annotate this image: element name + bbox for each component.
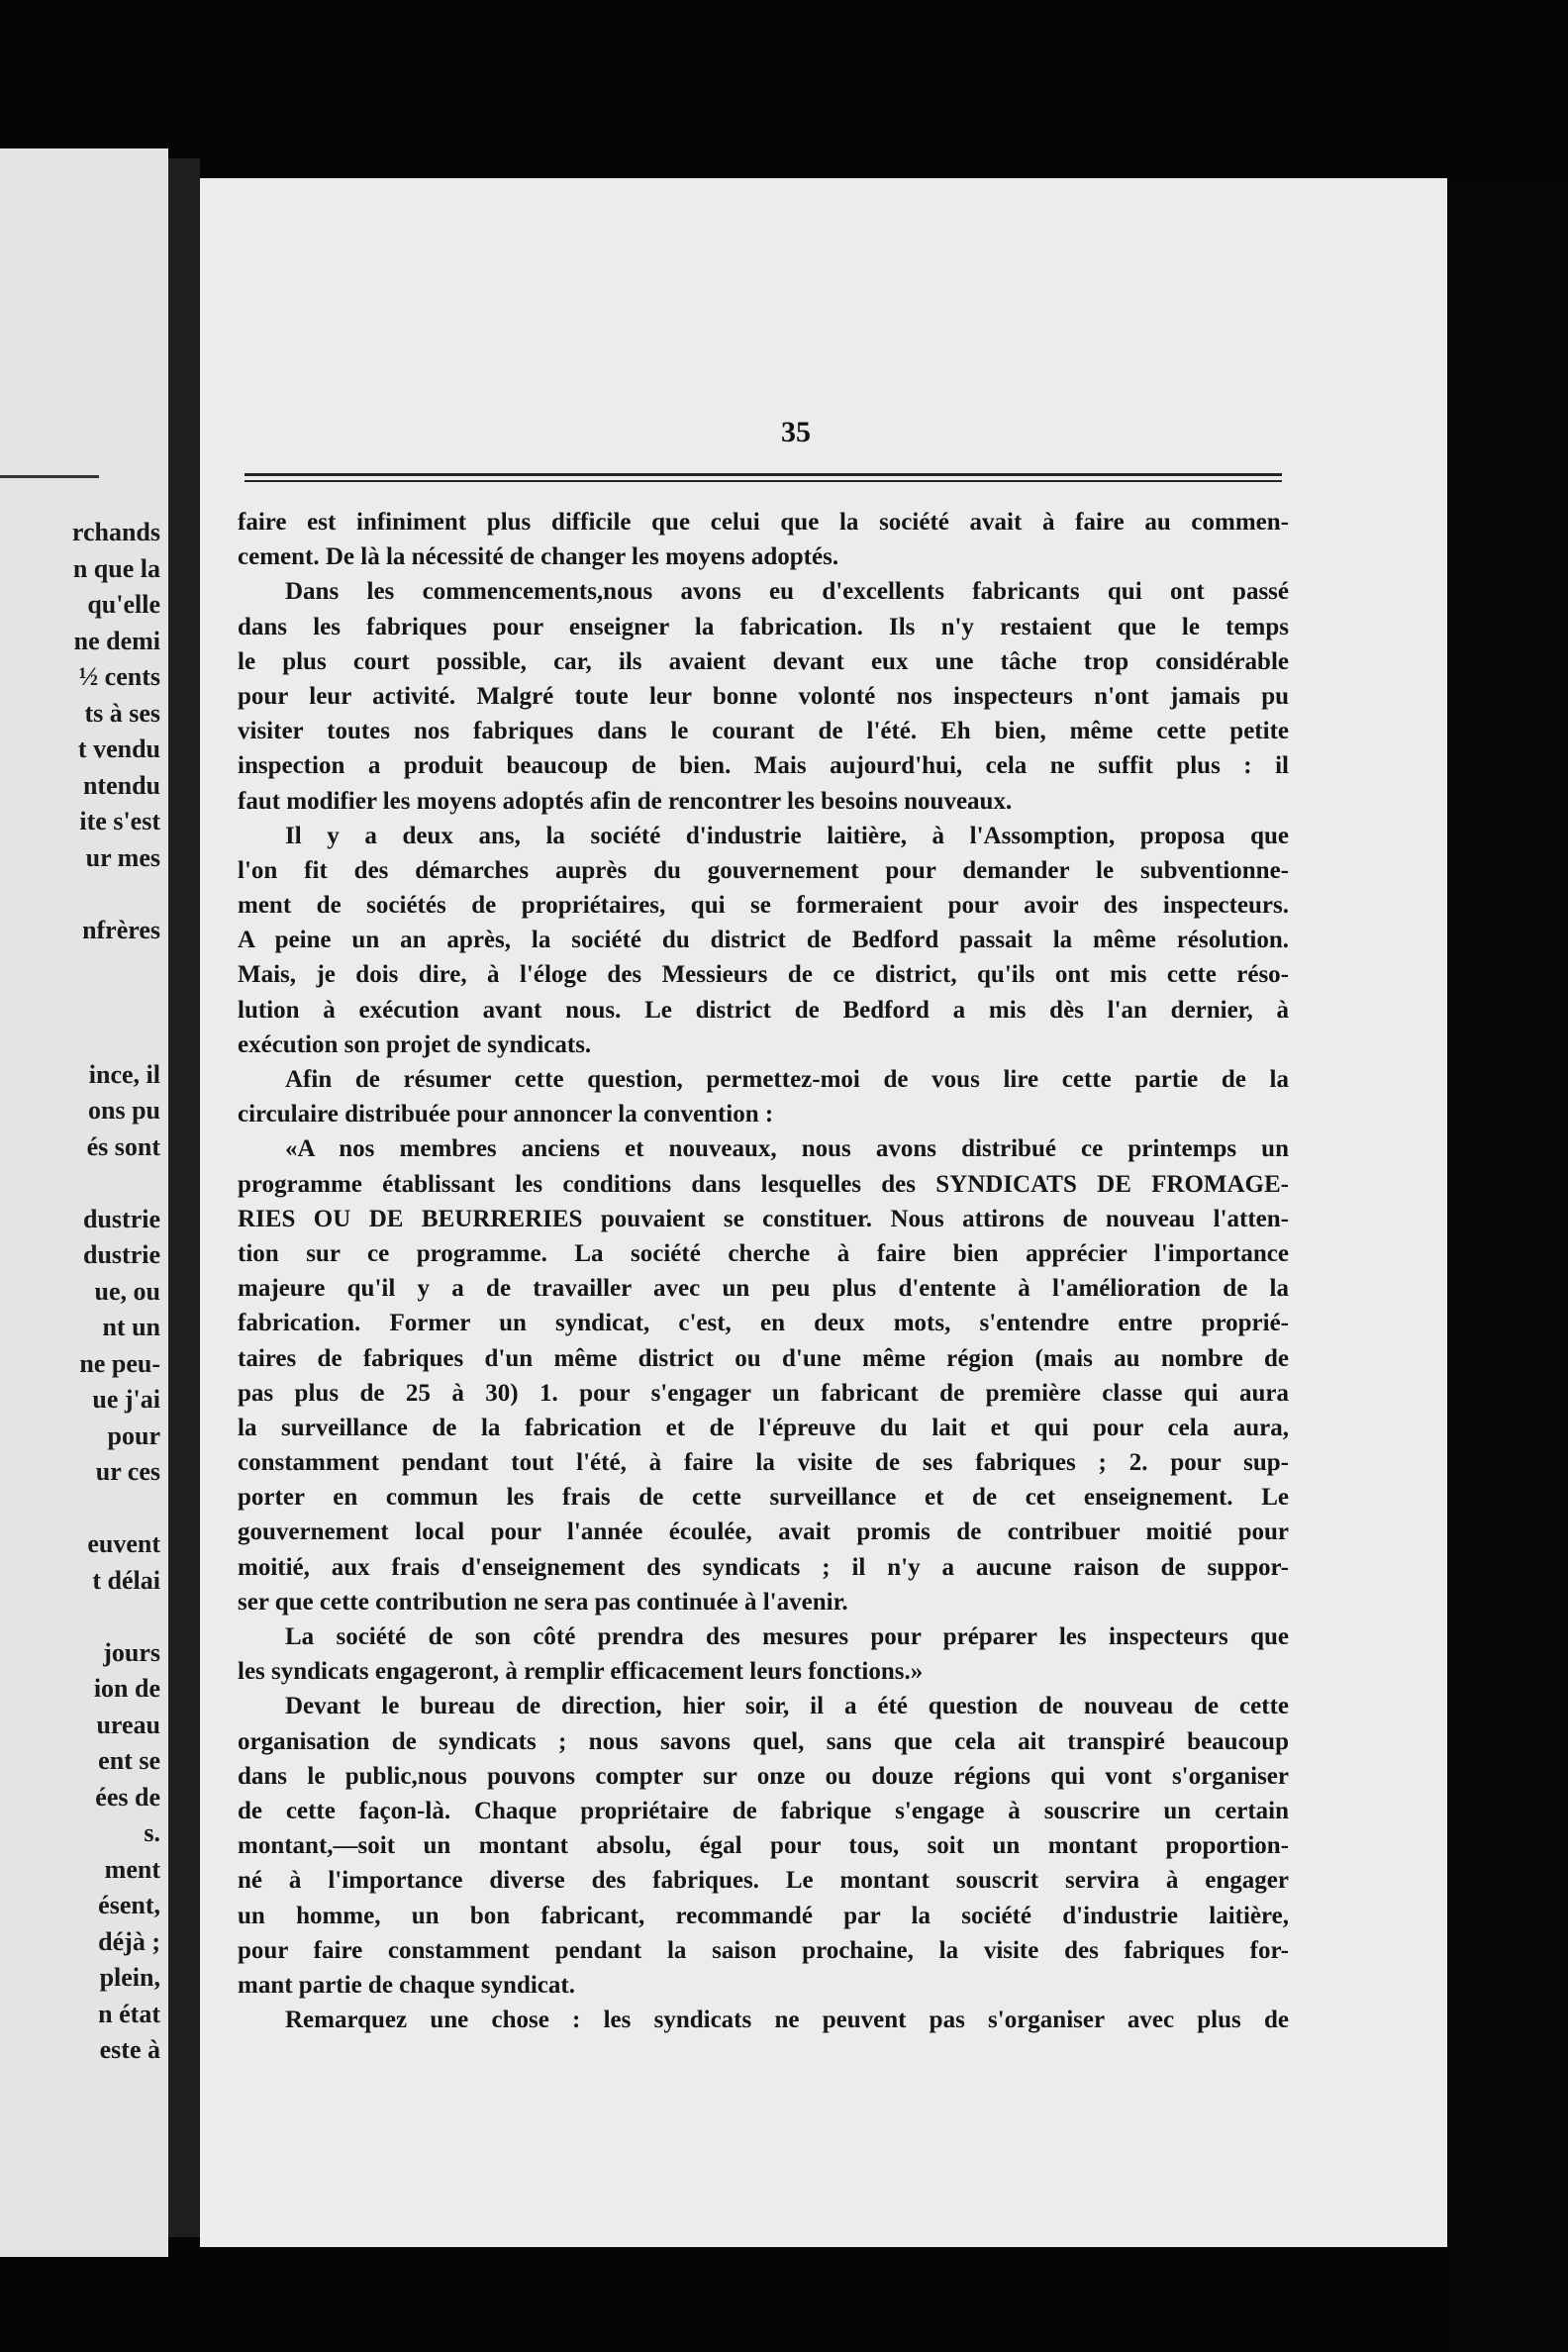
left-page-line bbox=[12, 1491, 160, 1527]
paragraph bbox=[238, 1619, 1289, 1689]
text-line: «A nos membres anciens et nouveaux, nous avons distribué ce printemps un bbox=[285, 1135, 1289, 1163]
left-page-line: ts à ses bbox=[84, 698, 160, 728]
text-line: un homme, un bon fabricant, recommandé par la société d'industrie laitière, bbox=[238, 1902, 1289, 1929]
main-page bbox=[200, 178, 1447, 2247]
paragraph bbox=[238, 505, 1289, 574]
left-page-line: ment bbox=[104, 1854, 160, 1884]
text-line: A peine un an après, la société du district de Bedford passait la même résolution. bbox=[238, 927, 1289, 954]
text-line: visiter toutes nos fabriques dans le courant de l'été. Eh bien, même cette petite bbox=[238, 718, 1289, 745]
text-line: Afin de résumer cette question, permettez-moi de vous lire cette partie de la bbox=[285, 1066, 1289, 1093]
text-line: Remarquez une chose : les syndicats ne peuvent pas s'organiser avec plus de bbox=[285, 2007, 1289, 2034]
text-line: dans le public,nous pouvons compter sur onze ou douze régions qui vont s'organiser bbox=[238, 1762, 1289, 1790]
left-page-line: t délai bbox=[92, 1565, 160, 1595]
left-page-line: plein, bbox=[99, 1963, 160, 1992]
text-line: pas plus de 25 à 30) 1. pour s'engager un fabricant de première classe qui aura bbox=[238, 1379, 1289, 1407]
text-line: ser que cette contribution ne sera pas continuée à l'avenir. bbox=[238, 1588, 848, 1616]
paragraph bbox=[238, 1689, 1289, 2003]
text-line: RIES OU DE BEURRERIES pouvaient se constituer. Nous attirons de nouveau l'atten- bbox=[238, 1205, 1289, 1232]
left-page-line: ne demi bbox=[73, 626, 160, 655]
text-line: Il y a deux ans, la société d'industrie laitière, à l'Assomption, proposa que bbox=[285, 822, 1289, 849]
text-line: fabrication. Former un syndicat, c'est, en deux mots, s'entendre entre proprié- bbox=[238, 1310, 1289, 1337]
text-line: mant partie de chaque syndicat. bbox=[238, 1971, 575, 1999]
left-page-line: ntendu bbox=[82, 770, 160, 800]
text-line: faire est infiniment plus difficile que celui que la société avait à faire au commen- bbox=[238, 509, 1289, 536]
left-page-line: rchands bbox=[71, 518, 160, 546]
left-page-line: ésent, bbox=[98, 1891, 160, 1919]
left-page-line: t vendu bbox=[77, 735, 160, 763]
left-page-line: este à bbox=[99, 2035, 160, 2064]
left-page-line: ur mes bbox=[85, 842, 160, 872]
body-text bbox=[238, 505, 1289, 2037]
left-page-line: s. bbox=[144, 1818, 160, 1847]
text-line: faut modifier les moyens adoptés afin de rencontrer les besoins nouveaux. bbox=[238, 787, 1013, 815]
text-line: Mais, je dois dire, à l'éloge des Messieurs de ce district, qu'ils ont mis cette réso- bbox=[238, 961, 1289, 989]
text-line: la surveillance de la fabrication et de l'épreuve du lait et qui pour cela aura, bbox=[238, 1414, 1289, 1441]
left-page-line: ite s'est bbox=[79, 807, 160, 835]
text-line: lution à exécution avant nous. Le district de Bedford a mis dès l'an dernier, à bbox=[238, 996, 1289, 1024]
left-page-rule bbox=[0, 475, 99, 478]
text-line: de cette façon-là. Chaque propriétaire de fabrique s'engage à souscrire un certain bbox=[238, 1797, 1289, 1824]
left-page-line: déjà ; bbox=[98, 1926, 160, 1956]
left-page-line: ne peu- bbox=[79, 1348, 160, 1378]
text-line: inspection a produit beaucoup de bien. Mais aujourd'hui, cela ne suffit plus : il bbox=[238, 752, 1289, 780]
left-page-line: és sont bbox=[86, 1131, 160, 1161]
left-page-line: nt un bbox=[102, 1313, 160, 1341]
left-page-line: ur ces bbox=[95, 1457, 160, 1486]
left-page-line: qu'elle bbox=[87, 590, 160, 619]
paragraph bbox=[238, 1131, 1289, 1619]
left-page-line: ureau bbox=[96, 1710, 160, 1739]
left-page-line bbox=[12, 1165, 160, 1202]
book-gutter bbox=[168, 158, 200, 2237]
header-rule bbox=[245, 473, 1282, 482]
left-page-line bbox=[12, 1599, 160, 1635]
text-line: taires de fabriques d'un même district ou d'une même région (mais au nombre de bbox=[238, 1344, 1289, 1372]
text-line: cement. De là la nécessité de changer les moyens adoptés. bbox=[238, 543, 839, 571]
left-page-line: ½ cents bbox=[78, 662, 160, 691]
text-line: Dans les commencements,nous avons eu d'excellents fabricants qui ont passé bbox=[285, 578, 1289, 606]
left-page-text-column bbox=[12, 515, 160, 2069]
left-page-line: euvent bbox=[87, 1529, 160, 1558]
page-number: 35 bbox=[781, 416, 811, 448]
left-page-line: ées de bbox=[95, 1782, 160, 1812]
text-line: constamment pendant tout l'été, à faire la visite de ses fabriques ; 2. pour sup- bbox=[238, 1449, 1289, 1477]
left-page-line: dustrie bbox=[83, 1204, 160, 1233]
text-line: montant,—soit un montant absolu, égal pour tous, soit un montant proportion- bbox=[238, 1832, 1289, 1860]
text-line: organisation de syndicats ; nous savons quel, sans que cela ait transpiré beaucoup bbox=[238, 1727, 1289, 1755]
left-page-line: ince, il bbox=[88, 1059, 160, 1089]
left-page-line bbox=[12, 1021, 160, 1057]
paragraph bbox=[238, 2003, 1289, 2037]
text-line: le plus court possible, car, ils avaient devant eux une tâche trop considérable bbox=[238, 647, 1289, 675]
paragraph bbox=[238, 1062, 1289, 1131]
text-line: dans les fabriques pour enseigner la fabrication. Ils n'y restaient que le temps bbox=[238, 613, 1289, 640]
text-line: moitié, aux frais d'enseignement des syndicats ; il n'y a aucune raison de suppor- bbox=[238, 1553, 1289, 1581]
left-page-line bbox=[12, 948, 160, 985]
left-page-line: dustrie bbox=[83, 1240, 160, 1269]
left-page-line: ion de bbox=[93, 1674, 160, 1703]
right-dark-margin bbox=[1447, 178, 1568, 2352]
left-page-line: n que la bbox=[72, 553, 160, 583]
left-page-line: n état bbox=[98, 1999, 160, 2028]
text-line: les syndicats engageront, à remplir efficacement leurs fonctions.» bbox=[238, 1658, 924, 1686]
left-page-line bbox=[12, 876, 160, 913]
left-page-line: ons pu bbox=[88, 1096, 160, 1125]
left-page-line: ue j'ai bbox=[92, 1385, 160, 1414]
paragraph bbox=[238, 819, 1289, 1062]
left-page-line: pour bbox=[107, 1421, 160, 1450]
left-page-line bbox=[12, 985, 160, 1022]
text-line: Devant le bureau de direction, hier soir, il a été question de nouveau de cette bbox=[285, 1693, 1289, 1720]
text-line: circulaire distribuée pour annoncer la convention : bbox=[238, 1101, 774, 1128]
left-page-line: jours bbox=[103, 1637, 160, 1667]
left-page-line: ent se bbox=[98, 1746, 160, 1775]
text-line: programme établissant les conditions dans lesquelles des SYNDICATS DE FROMAGE- bbox=[238, 1170, 1289, 1198]
left-page-line: nfrères bbox=[82, 915, 160, 944]
text-line: pour faire constamment pendant la saison prochaine, la visite des fabriques for- bbox=[238, 1936, 1289, 1964]
left-page-line: ue, ou bbox=[94, 1276, 160, 1306]
text-line: l'on fit des démarches auprès du gouvernement pour demander le subventionne- bbox=[238, 856, 1289, 884]
text-line: porter en commun les frais de cette surveillance et de cet enseignement. Le bbox=[238, 1484, 1289, 1512]
text-line: ment de sociétés de propriétaires, qui se formeraient pour avoir des inspecteurs. bbox=[238, 892, 1289, 920]
paragraph bbox=[238, 574, 1289, 818]
left-facing-page bbox=[0, 148, 168, 2257]
text-line: majeure qu'il y a de travailler avec un peu plus d'entente à l'amélioration de la bbox=[238, 1275, 1289, 1303]
text-line: né à l'importance diverse des fabriques. Le montant souscrit servira à engager bbox=[238, 1867, 1289, 1895]
text-line: exécution son projet de syndicats. bbox=[238, 1030, 592, 1058]
text-line: pour leur activité. Malgré toute leur bonne volonté nos inspecteurs n'ont jamais pu bbox=[238, 682, 1289, 710]
text-line: tion sur ce programme. La société cherche à faire bien apprécier l'importance bbox=[238, 1239, 1289, 1267]
text-line: La société de son côté prendra des mesures pour préparer les inspecteurs que bbox=[285, 1623, 1289, 1650]
text-line: gouvernement local pour l'année écoulée, avait promis de contribuer moitié pour bbox=[238, 1519, 1289, 1546]
